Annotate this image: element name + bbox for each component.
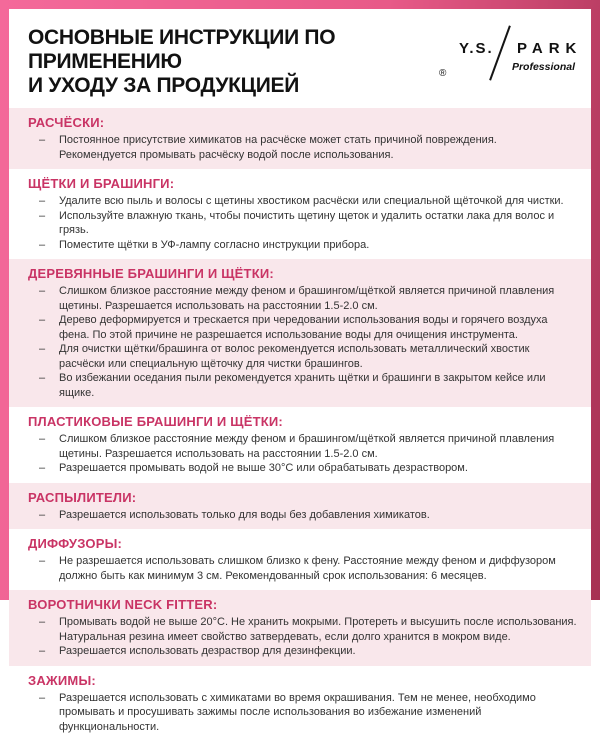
instruction-item: – Промывать водой не выше 20°C. Не хранить мокрыми. Протереть и высушить после использования. Натуральная резина имеет свойство затвердевать, если долго хранится в мокром виде. xyxy=(39,615,577,644)
logo-park-text: PARK xyxy=(517,40,583,57)
instruction-item: – Дерево деформируется и трескается при чередовании использования воды и горячего воздуха фена. По этой причине не разрешается использование воды для очищения инструмента. xyxy=(39,313,577,342)
page-title xyxy=(28,26,433,98)
instruction-section xyxy=(9,108,591,169)
instruction-list xyxy=(28,508,577,523)
instruction-item: – Разрешается использовать с химикатами во время окрашивания. Тем не менее, необходимо промывать и просушивать зажимы после использования во избежание изменений функциональности. xyxy=(39,691,577,735)
registered-trademark-icon: ® xyxy=(439,68,447,79)
instruction-sheet xyxy=(9,9,591,733)
instruction-item: – Слишком близкое расстояние между феном и брашингом/щёткой является причиной плавления щетины. Разрешается использовать на расстоянии 1.5-2.0 см. xyxy=(39,432,577,461)
section-heading: ДИФФУЗОРЫ: xyxy=(28,536,123,552)
instruction-item: – Удалите всю пыль и волосы с щетины хвостиком расчёски или специальной щёточкой для чистки. xyxy=(39,194,577,209)
instruction-section xyxy=(9,407,591,483)
instruction-item: – Разрешается использовать только для воды без добавления химикатов. xyxy=(39,508,577,523)
section-heading: РАСПЫЛИТЕЛИ: xyxy=(28,489,137,505)
section-heading: ЗАЖИМЫ: xyxy=(28,672,96,688)
instruction-section xyxy=(9,483,591,530)
instruction-item: – Разрешается промывать водой не выше 30°C или обрабатывать дезраствором. xyxy=(39,461,577,476)
section-heading: РАСЧЁСКИ: xyxy=(28,115,105,131)
instruction-item: – Во избежании оседания пыли рекомендуется хранить щётки и брашинги в закрытом кейсе или ящике. xyxy=(39,371,577,400)
sections-container xyxy=(9,108,591,741)
instruction-list xyxy=(28,691,577,735)
logo-professional-text: Professional xyxy=(511,61,575,73)
instruction-section xyxy=(9,169,591,259)
instruction-list xyxy=(28,432,577,476)
yspark-logo xyxy=(433,28,583,84)
instruction-section xyxy=(9,529,591,590)
section-heading: ДЕРЕВЯННЫЕ БРАШИНГИ И ЩЁТКИ: xyxy=(28,266,274,282)
instruction-list xyxy=(28,554,577,583)
instruction-item: – Разрешается использовать дезраствор для дезинфекции. xyxy=(39,644,577,659)
section-heading: ЩЁТКИ И БРАШИНГИ: xyxy=(28,176,175,192)
instruction-item: – Слишком близкое расстояние между феном и брашингом/щёткой является причиной плавления щетины. Разрешается использовать на расстоянии 1.5-2.0 см. xyxy=(39,284,577,313)
instruction-list xyxy=(28,284,577,400)
section-heading: ПЛАСТИКОВЫЕ БРАШИНГИ И ЩЁТКИ: xyxy=(28,414,283,430)
instruction-section xyxy=(9,259,591,407)
page-title-line2: И УХОДУ ЗА ПРОДУКЦИЕЙ xyxy=(28,74,299,98)
logo-ys-text: Y.S. xyxy=(459,40,494,57)
instruction-list xyxy=(28,194,577,252)
instruction-list xyxy=(28,133,577,162)
page-title-line1: ОСНОВНЫЕ ИНСТРУКЦИИ ПО ПРИМЕНЕНИЮ xyxy=(28,26,336,74)
instruction-item: – Поместите щётки в УФ-лампу согласно инструкции прибора. xyxy=(39,238,577,253)
instruction-item: – Для очистки щётки/брашинга от волос рекомендуется использовать металлический хвостик расчёски или специальную щёточку для чистки брашингов. xyxy=(39,342,577,371)
section-heading: ВОРОТНИЧКИ NECK FITTER: xyxy=(28,597,218,613)
instruction-section xyxy=(9,666,591,741)
instruction-item: – Постоянное присутствие химикатов на расчёске может стать причиной повреждения. Рекомендуется промывать расчёску водой после использования. xyxy=(39,133,577,162)
header xyxy=(9,9,591,108)
instruction-section xyxy=(9,590,591,666)
instruction-item: – Используйте влажную ткань, чтобы почистить щетину щеток и удалить остатки лака для волос и грязь. xyxy=(39,209,577,238)
instruction-item: – Не разрешается использовать слишком близко к фену. Расстояние между феном и диффузором должно быть как минимум 3 см. Рекомендованный срок использования: 6 месяцев. xyxy=(39,554,577,583)
instruction-list xyxy=(28,615,577,659)
